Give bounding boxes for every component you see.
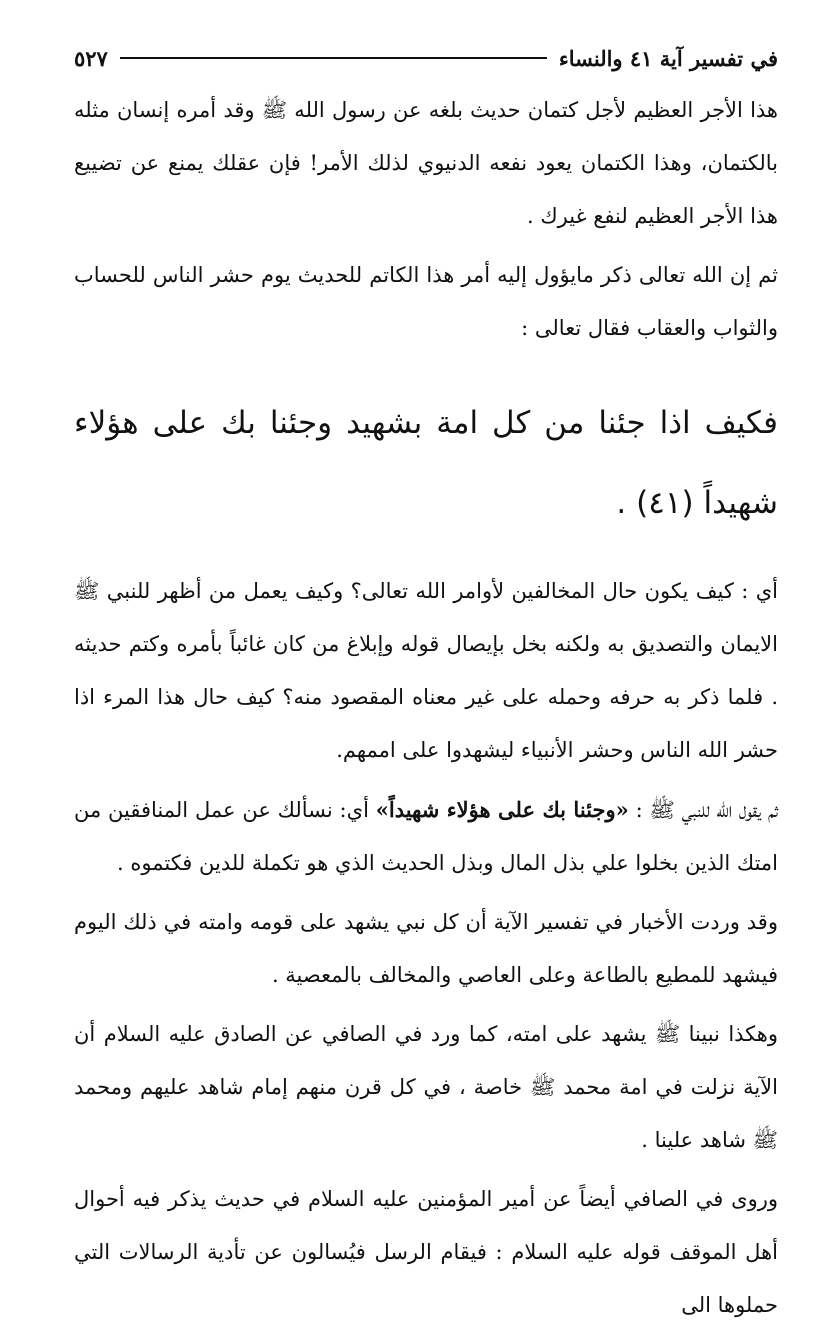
paragraph-2: ثم إن الله تعالى ذكر مايؤول إليه أمر هذا الكاتم للحديث يوم حشر الناس للحساب والثواب والعقاب فقال تعالى : — [74, 263, 778, 340]
paragraph-4 — [74, 783, 778, 890]
paragraph-4-quote: «وجئنا بك على هؤلاء شهيداً» — [375, 797, 629, 822]
page-header — [74, 38, 778, 78]
paragraph-4-lead: ثم يقول الله للنبي ﷺ : — [628, 798, 779, 822]
page-number: ٥٢٧ — [74, 45, 108, 71]
paragraph-4-rest: أي: نسألك عن عمل المنافقين من امتك الذين بخلوا علي بذل المال وبذل الحديث الذي هو تكملة للدين فكتموه . — [74, 798, 778, 875]
paragraph-3: أي : كيف يكون حال المخالفين لأوامر الله تعالى؟ وكيف يعمل من أظهر للنبي ﷺ الايمان والتصديق به ولكنه بخل بإيصال قوله وإبلاغ من كان غائباً بأمره وكتم حديثه . فلما ذكر به حرفه وحمله على غير معناه المقصود منه؟ كيف حال هذا المرء اذا حشر الله الناس وحشر الأنبياء ليشهدوا على اممهم. — [74, 579, 778, 762]
running-title: في تفسير آية ٤١ والنساء — [558, 45, 778, 71]
paragraph-1: هذا الأجر العظيم لأجل كتمان حديث بلغه عن رسول الله ﷺ وقد أمره إنسان مثله بالكتمان، وهذا الكتمان يعود نفعه الدنيوي لذلك الأمر! فإن عقلك يمنع عن تضييع هذا الأجر العظيم لنفع غيرك . — [74, 98, 778, 228]
quran-verse: فكيف اذا جئنا من كل امة بشهيد وجئنا بك على هؤلاء شهيداً (٤١) . — [74, 405, 778, 521]
paragraph-5: وقد وردت الأخبار في تفسير الآية أن كل نبي يشهد على قومه وامته في ذلك اليوم فيشهد للمطيع بالطاعة وعلى العاصي والمخالف بالمعصية . — [74, 910, 778, 987]
header-rule — [120, 57, 547, 59]
paragraph-6: وهكذا نبينا ﷺ يشهد على امته، كما ورد في الصافي عن الصادق عليه السلام أن الآية نزلت في امة محمد ﷺ خاصة ، في كل قرن منهم إمام شاهد عليهم ومحمد ﷺ شاهد علينا . — [74, 1022, 778, 1152]
paragraph-7: وروى في الصافي أيضاً عن أمير المؤمنين عليه السلام في حديث يذكر فيه أحوال أهل الموقف قوله عليه السلام : فيقام الرسل فيُسالون عن تأدية الرسالات التي حملوها الى — [74, 1187, 778, 1317]
